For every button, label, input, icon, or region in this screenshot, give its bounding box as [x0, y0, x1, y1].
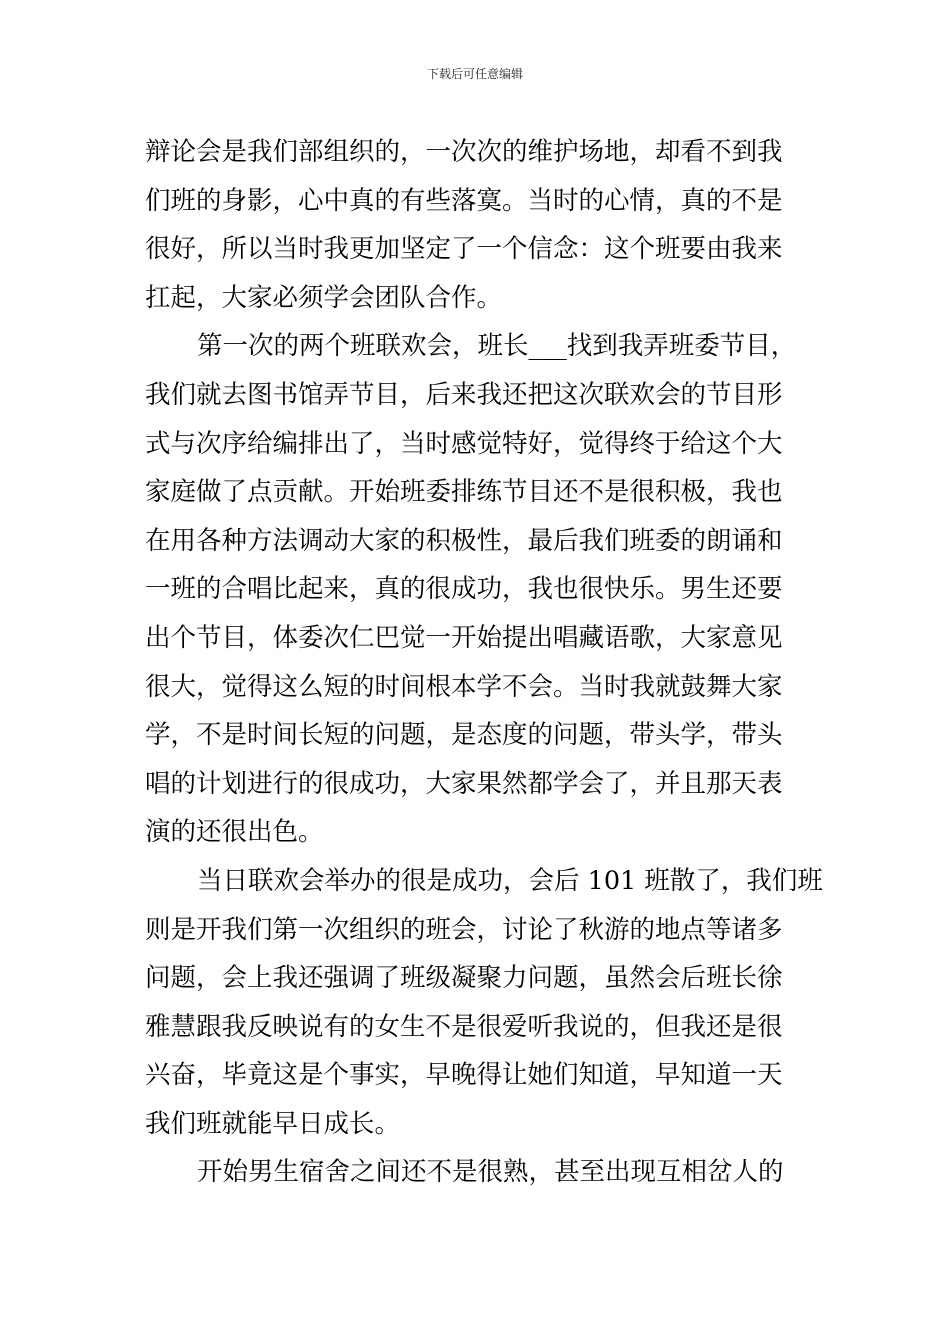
- text-line: 很好，所以当时我更加坚定了一个信念：这个班要由我来: [145, 234, 783, 265]
- text-line: 我们班就能早日成长。: [145, 1108, 401, 1139]
- text-line: 式与次序给编排出了，当时感觉特好，觉得终于给这个大: [145, 428, 783, 459]
- text-line: 第一次的两个班联欢会，班长___找到我弄班委节目，: [197, 331, 797, 362]
- page-header: 下载后可任意编辑: [426, 67, 523, 81]
- text-line: 在用各种方法调动大家的积极性，最后我们班委的朗诵和: [145, 525, 783, 556]
- text-line: 演的还很出色。: [145, 817, 324, 848]
- text-line: 扛起，大家必须学会团队合作。: [145, 282, 503, 313]
- text-line: 出个节目，体委次仁巴觉一开始提出唱藏语歌，大家意见: [145, 622, 783, 653]
- text-line: 一班的合唱比起来，真的很成功，我也很快乐。男生还要: [145, 574, 783, 605]
- text-line: 唱的计划进行的很成功，大家果然都学会了，并且那天表: [145, 768, 783, 799]
- text-line: 兴奋，毕竟这是个事实，早晚得让她们知道，早知道一天: [145, 1060, 783, 1091]
- text-line: 当日联欢会举办的很是成功，会后 101 班散了，我们班: [197, 865, 823, 896]
- document-body: [145, 128, 825, 1197]
- text-line: 则是开我们第一次组织的班会，讨论了秋游的地点等诸多: [145, 914, 783, 945]
- text-line: 们班的身影，心中真的有些落寞。当时的心情，真的不是: [145, 185, 783, 216]
- text-line: 家庭做了点贡献。开始班委排练节目还不是很积极，我也: [145, 477, 783, 508]
- text-line: 学，不是时间长短的问题，是态度的问题，带头学，带头: [145, 720, 783, 751]
- text-line: 很大，觉得这么短的时间根本学不会。当时我就鼓舞大家: [145, 671, 783, 702]
- text-line: 我们就去图书馆弄节目，后来我还把这次联欢会的节目形: [145, 379, 783, 410]
- text-line: 开始男生宿舍之间还不是很熟，甚至出现互相岔人的: [197, 1157, 784, 1188]
- text-line: 辩论会是我们部组织的，一次次的维护场地，却看不到我: [145, 137, 783, 167]
- text-line: 雅慧跟我反映说有的女生不是很爱听我说的，但我还是很: [145, 1011, 783, 1042]
- text-line: 问题，会上我还强调了班级凝聚力问题，虽然会后班长徐: [145, 963, 783, 994]
